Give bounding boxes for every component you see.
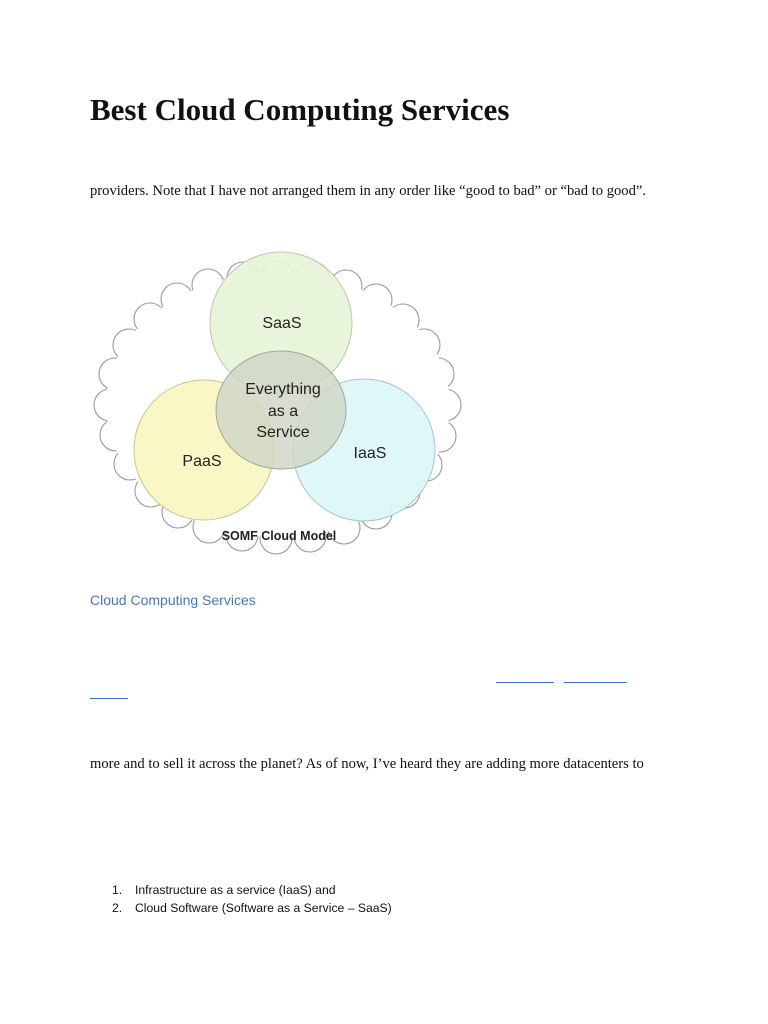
center-label-line-2: as a bbox=[267, 403, 299, 420]
saas-label: SaaS bbox=[262, 315, 302, 332]
list-number: 2. bbox=[112, 901, 123, 915]
list-item-text: Cloud Software (Software as a Service – SaaS) bbox=[135, 901, 392, 915]
paragraph-providers: providers. Note that I have not arranged them in any order like “good to bad” or “bad to good”. bbox=[90, 183, 647, 199]
list-item bbox=[112, 900, 392, 918]
page-title: Best Cloud Computing Services bbox=[90, 92, 510, 127]
list-number: 1. bbox=[112, 883, 123, 897]
paragraph-datacenters: more and to sell it across the planet? As of now, I’ve heard they are adding more datacenters to bbox=[90, 756, 644, 772]
figure-caption: Cloud Computing Services bbox=[90, 592, 256, 608]
hyperlink-underline[interactable] bbox=[564, 682, 627, 683]
hyperlink-underline[interactable] bbox=[496, 682, 554, 683]
center-label-line-3: Service bbox=[256, 424, 310, 441]
list-item bbox=[112, 882, 392, 900]
iaas-label: IaaS bbox=[353, 445, 387, 462]
center-label-line-1: Everything bbox=[245, 381, 321, 398]
services-list bbox=[112, 882, 392, 918]
somf-cloud-model-diagram bbox=[88, 250, 470, 575]
somf-model-label: SOMF Cloud Model bbox=[221, 529, 337, 543]
list-item-text: Infrastructure as a service (IaaS) and bbox=[135, 883, 336, 897]
paas-label: PaaS bbox=[182, 453, 222, 470]
hyperlink-underline[interactable] bbox=[90, 698, 128, 699]
